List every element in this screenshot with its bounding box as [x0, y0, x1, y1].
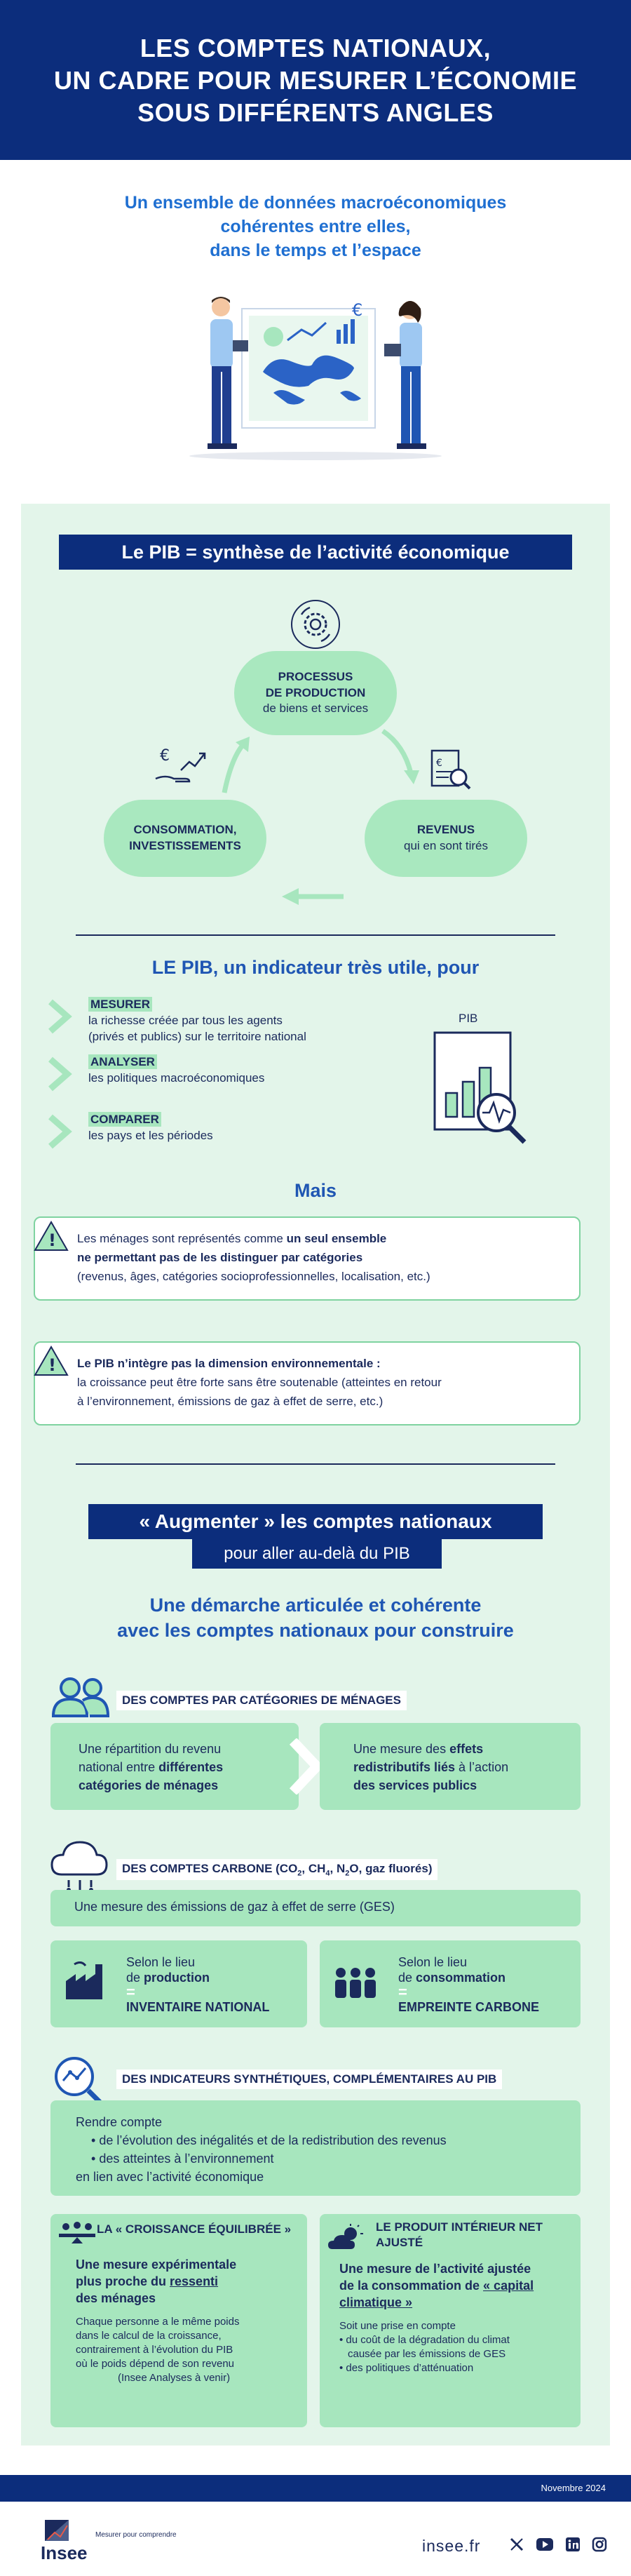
prod-line-2a: de [126, 1971, 144, 1985]
intro-line-2: cohérentes entre elles, [220, 217, 411, 236]
menages-left-3: catégories de ménages [79, 1778, 219, 1792]
pib-uses-list [46, 996, 411, 1169]
augment-title-text: « Augmenter » les comptes nationaux [139, 1510, 492, 1532]
gear-icon [289, 598, 342, 651]
pib-ajuste-t1: Soit une prise en compte [339, 2320, 456, 2332]
linkedin-icon[interactable] [565, 2537, 581, 2552]
augment-subtitle-text: pour aller au-delà du PIB [224, 1544, 410, 1563]
cons-line-2b: consommation [416, 1971, 506, 1985]
revenus-label-2: qui en sont tirés [403, 839, 488, 852]
pib-ajuste-bullet-1a: du coût de la dégradation du climat [346, 2334, 510, 2346]
croissance-t3: contrairement à l’évolution du PIB [76, 2344, 233, 2356]
croissance-t2: dans le calcul de la croissance, [76, 2330, 222, 2342]
carbone-heading-b: , CH [301, 1862, 326, 1875]
carbone-production-card [50, 1940, 307, 2027]
svg-text:€: € [436, 758, 442, 769]
production-label-1: PROCESSUS [278, 669, 353, 683]
chevron-right-icon [46, 1056, 74, 1092]
svg-text:€: € [352, 300, 363, 320]
intro-text [0, 191, 631, 262]
cons-line-3: EMPREINTE CARBONE [398, 2000, 540, 2014]
menages-heading [116, 1691, 407, 1710]
warning1-bold2: ne permettant pas de les distinguer par catégories [77, 1251, 363, 1264]
list-item [46, 1111, 411, 1169]
social-links [506, 2534, 611, 2555]
use-label: ANALYSER [88, 1054, 157, 1069]
svg-text:!: ! [48, 1355, 56, 1375]
insee-brand: Insee [41, 2542, 88, 2563]
cycle-arrows [175, 723, 470, 912]
chevron-right-icon [46, 999, 74, 1034]
factory-icon [63, 1961, 109, 2001]
augment-title [88, 1504, 543, 1539]
cons-line-1: Selon le lieu [398, 1955, 468, 1969]
indicateurs-line-1: Rendre compte [76, 2115, 163, 2129]
production-label-3: de biens et services [262, 702, 369, 716]
list-item [46, 996, 411, 1054]
header-line-2: UN CADRE POUR MESURER L’ÉCONOMIE [53, 66, 578, 95]
carbone-sub-ch4: 4 [325, 1869, 330, 1878]
header-line-1: LES COMPTES NATIONAUX, [140, 34, 491, 62]
carbone-heading-a: DES COMPTES CARBONE (CO [122, 1862, 298, 1875]
list-item [46, 1054, 411, 1111]
pib-section-title-text: Le PIB = synthèse de l’activité économique [121, 542, 510, 563]
indicateurs-heading [116, 2069, 502, 2089]
warning-menages [34, 1216, 581, 1301]
croissance-t1: Chaque personne a le même poids [76, 2316, 240, 2328]
conso-label-2: INVESTISSEMENTS [129, 839, 241, 852]
pib-ajuste-b2b: « capital [483, 2279, 534, 2293]
warning1-bold1: un seul ensemble [286, 1232, 387, 1245]
mais-label: Mais [294, 1180, 337, 1201]
croissance-t5: (Insee Analyses à venir) [118, 2372, 231, 2384]
menages-right-2b: à l’action [455, 1760, 509, 1774]
footer-date: Novembre 2024 [541, 2483, 606, 2493]
indicateurs-bullet-1: de l’évolution des inégalités et de la redistribution des revenus [99, 2133, 447, 2147]
insee-tagline: Mesurer pour comprendre [95, 2531, 177, 2539]
use-label: COMPARER [88, 1112, 161, 1127]
indicateurs-bullet-2: des atteintes à l’environnement [99, 2152, 274, 2166]
pib-ajuste-title-2: AJUSTÉ [376, 2236, 423, 2249]
indicateurs-card: Rendre compte • de l’évolution des inégalités et de la redistribution des revenus • des atteintes à l’environnement en lien avec l’activité économique [50, 2100, 581, 2196]
carbone-bar-text: Une mesure des émissions de gaz à effet de serre (GES) [74, 1900, 395, 1914]
svg-text:€: € [160, 747, 170, 765]
carbone-heading-d: O, gaz fluorés) [349, 1862, 433, 1875]
site-link[interactable]: insee.fr [422, 2537, 481, 2555]
divider [76, 934, 555, 936]
warning2-bold: Le PIB n’intègre pas la dimension environnementale : [77, 1357, 381, 1370]
augment-lead [0, 1592, 631, 1643]
use-text: les pays et les périodes [88, 1129, 213, 1142]
x-icon[interactable] [509, 2537, 524, 2552]
pib-section-title [59, 535, 572, 570]
augment-subtitle [192, 1539, 442, 1569]
augment-lead-1: Une démarche articulée et cohérente [149, 1595, 482, 1616]
menages-heading-text: DES COMPTES PAR CATÉGORIES DE MÉNAGES [122, 1693, 401, 1707]
indicateurs-heading-text: DES INDICATEURS SYNTHÉTIQUES, COMPLÉMENTAIRES AU PIB [122, 2072, 497, 2086]
production-label-2: DE PRODUCTION [265, 685, 366, 699]
pib-ajuste-card: LE PRODUIT INTÉRIEUR NET AJUSTÉ Une mesure de l’activité ajustée de la consommation de « capital climatique » Soit une prise en compte • du coût de la dégradation du climat causée par les émissions de GES • des politiques d’atténuation [320, 2214, 581, 2427]
footer-date-bar [0, 2475, 631, 2502]
carbone-bar [50, 1890, 581, 1926]
cons-line-2a: de [398, 1971, 416, 1985]
header-line-3: SOUS DIFFÉRENTS ANGLES [137, 98, 494, 127]
carbone-sub-co2: 2 [297, 1869, 302, 1878]
croissance-title: LA « CROISSANCE ÉQUILIBRÉE » [97, 2222, 292, 2236]
pib-ajuste-b1: Une mesure de l’activité ajustée [339, 2262, 531, 2276]
croissance-b3: des ménages [76, 2291, 156, 2305]
divider [76, 1463, 555, 1465]
pib-useful-title: LE PIB, un indicateur très utile, pour [151, 957, 480, 978]
prod-line-3: INVENTAIRE NATIONAL [126, 2000, 270, 2014]
prod-eq: = [126, 1983, 135, 2001]
pib-ajuste-bullet-1b: causée par les émissions de GES [348, 2348, 506, 2360]
warning-icon [34, 1346, 69, 1376]
pib-chart-magnifier-icon [430, 1030, 536, 1149]
revenus-label-1: REVENUS [416, 823, 475, 837]
croissance-b2a: plus proche du [76, 2274, 170, 2288]
pib-ajuste-b2a: de la consommation de [339, 2279, 484, 2293]
prod-line-2b: production [144, 1971, 210, 1985]
instagram-icon[interactable] [592, 2537, 607, 2552]
warning1-line3: (revenus, âges, catégories socioprofessionnelles, localisation, etc.) [77, 1270, 430, 1283]
carbone-heading-c: , N [330, 1862, 346, 1875]
menages-left-1: Une répartition du revenu [79, 1742, 222, 1756]
carbone-heading [116, 1859, 437, 1880]
menages-left-2a: national entre [79, 1760, 159, 1774]
pib-ajuste-b3: climatique » [339, 2295, 413, 2309]
croissance-t4: où le poids dépend de son revenu [76, 2358, 235, 2370]
menages-right-3: des services publics [353, 1778, 477, 1792]
use-text: la richesse créée par tous les agents [88, 1014, 283, 1027]
menages-right-2a: redistributifs liés [353, 1760, 456, 1774]
warning2-line3: à l’environnement, émissions de gaz à effet de serre, etc.) [77, 1395, 384, 1408]
use-label: MESURER [88, 997, 152, 1012]
header-banner [0, 0, 631, 160]
svg-text:!: ! [48, 1230, 56, 1250]
menages-right-1a: Une mesure des [353, 1742, 450, 1756]
use-text: (privés et publics) sur le territoire national [88, 1030, 306, 1043]
indicateurs-line-4: en lien avec l’activité économique [76, 2170, 264, 2184]
intro-line-3: dans le temps et l’espace [210, 241, 421, 260]
prod-line-1: Selon le lieu [126, 1955, 196, 1969]
users-icon [49, 1674, 112, 1719]
conso-label-1: CONSOMMATION, [133, 823, 237, 837]
people-group-icon [331, 1964, 380, 1999]
carbone-sub-n2o: 2 [345, 1869, 350, 1878]
warning2-line2: la croissance peut être forte sans être soutenable (atteintes en retour [77, 1376, 442, 1389]
pib-ajuste-title-1: LE PRODUIT INTÉRIEUR NET [376, 2220, 543, 2234]
menages-left-2b: différentes [158, 1760, 224, 1774]
carbone-consommation-card [320, 1940, 581, 2027]
menages-left-card [50, 1723, 299, 1810]
menages-right-1b: effets [449, 1742, 484, 1756]
use-text: les politiques macroéconomiques [88, 1071, 265, 1085]
balance-people-icon [57, 2220, 97, 2245]
pib-ajuste-bullet-2: des politiques d’atténuation [346, 2362, 474, 2374]
warning-environnement [34, 1341, 581, 1425]
menages-right-card [320, 1723, 581, 1810]
data-analysts-illustration [168, 288, 463, 463]
croissance-b1: Une mesure expérimentale [76, 2258, 237, 2272]
cons-eq: = [398, 1983, 407, 2001]
chevron-right-icon [46, 1114, 74, 1149]
pib-icon-label: PIB [459, 1012, 478, 1025]
augment-lead-2: avec les comptes nationaux pour construire [117, 1620, 514, 1641]
croissance-b2b: ressenti [170, 2274, 219, 2288]
warning-icon [34, 1221, 69, 1252]
youtube-icon[interactable] [536, 2537, 554, 2551]
cloud-sun-icon [327, 2224, 366, 2252]
warning1-pre: Les ménages sont représentés comme [77, 1232, 287, 1245]
croissance-card [50, 2214, 307, 2427]
intro-line-1: Un ensemble de données macroéconomiques [124, 193, 507, 213]
